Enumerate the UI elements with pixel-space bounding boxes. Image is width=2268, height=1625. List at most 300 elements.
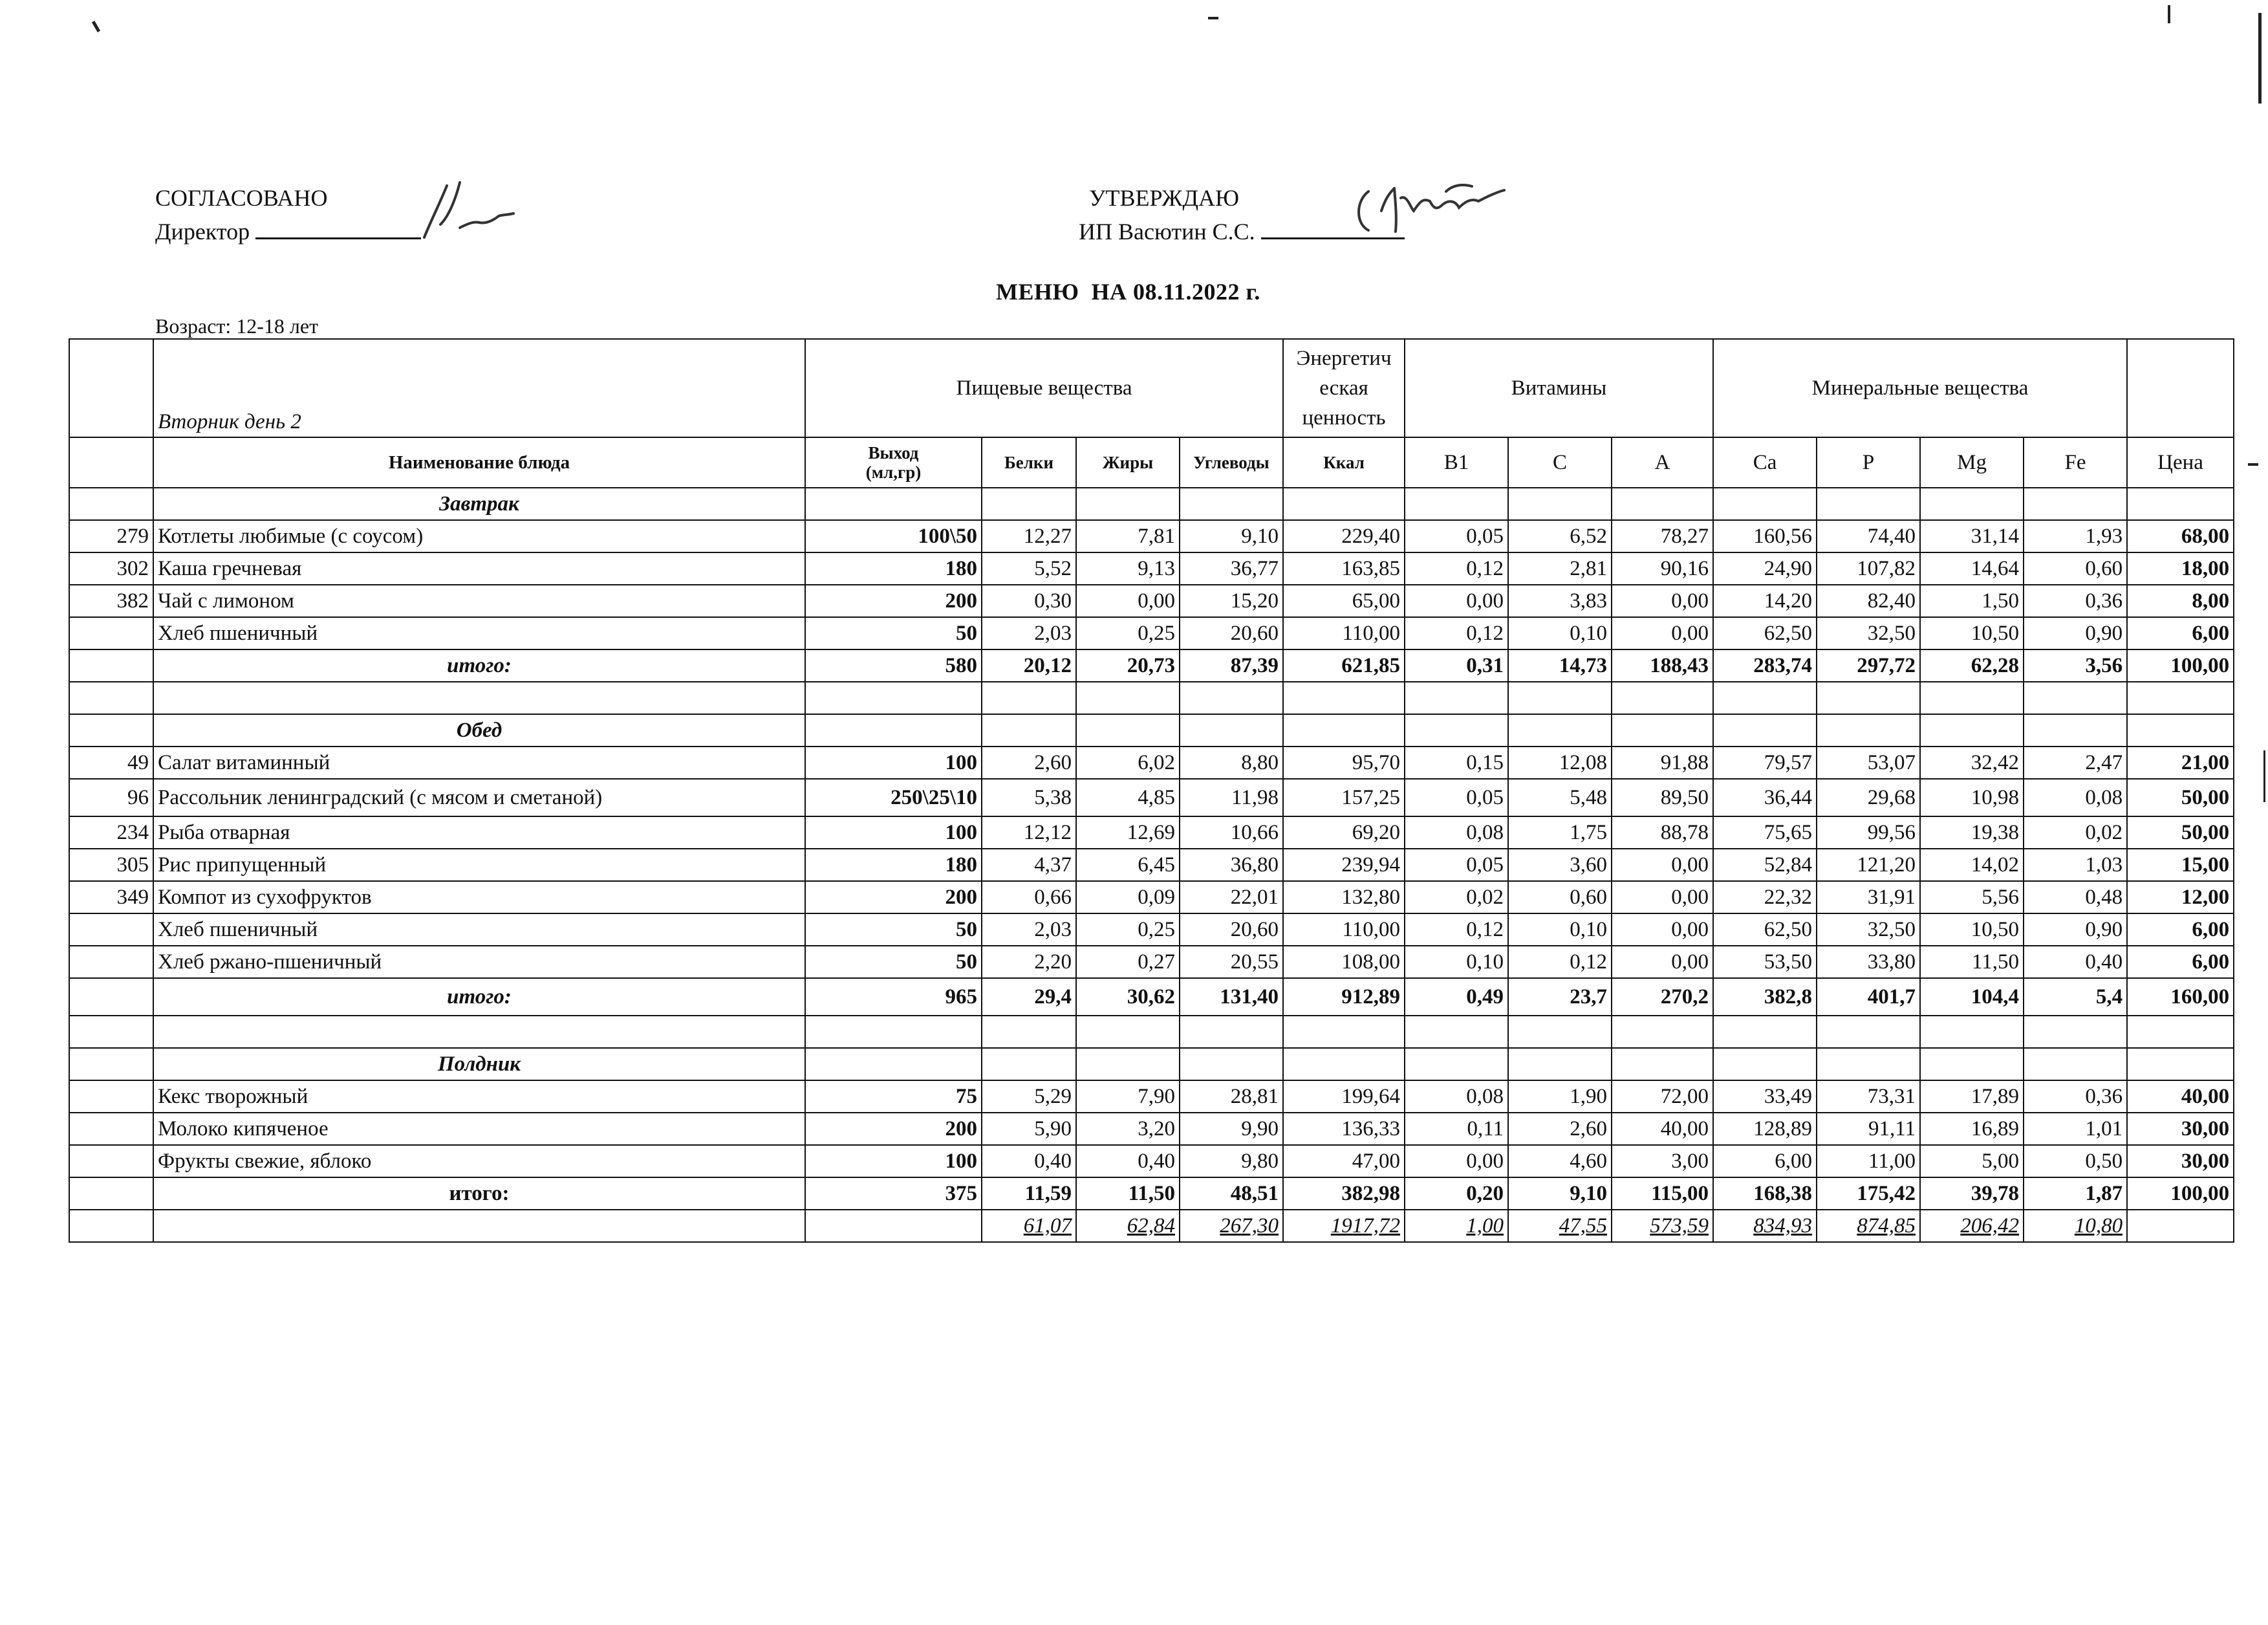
total-price: 100,00 xyxy=(2127,649,2234,682)
header-empty xyxy=(69,437,153,488)
cell-kcal: 65,00 xyxy=(1283,585,1405,617)
cell-c: 0,10 xyxy=(1508,617,1612,649)
col-a-header: A xyxy=(1612,437,1713,488)
total-b1: 0,31 xyxy=(1405,649,1508,682)
cell-fe: 1,03 xyxy=(2024,849,2127,881)
total-price: 100,00 xyxy=(2127,1177,2234,1210)
cell-kcal: 136,33 xyxy=(1283,1113,1405,1145)
cell-kcal: 108,00 xyxy=(1283,946,1405,978)
menu-table xyxy=(69,338,2234,1243)
cell-c: 0,10 xyxy=(1508,913,1612,946)
energy-line2: еская xyxy=(1319,376,1368,400)
cell-p: 99,56 xyxy=(1817,816,1920,849)
cell-empty xyxy=(69,978,153,1016)
cell-carbs: 20,55 xyxy=(1180,946,1283,978)
table-row xyxy=(69,552,2234,585)
cell-mg: 10,50 xyxy=(1920,617,2024,649)
grand-mg: 206,42 xyxy=(1920,1210,2024,1242)
cell-a: 3,00 xyxy=(1612,1145,1713,1177)
total-fat: 20,73 xyxy=(1076,649,1180,682)
cell-ca: 128,89 xyxy=(1713,1113,1817,1145)
cell-carbs: 22,01 xyxy=(1180,881,1283,913)
total-label: итого: xyxy=(153,649,805,682)
cell-a: 40,00 xyxy=(1612,1113,1713,1145)
cell-out: 180 xyxy=(805,552,982,585)
cell-a: 72,00 xyxy=(1612,1080,1713,1113)
cell-ca: 62,50 xyxy=(1713,913,1817,946)
cell-a: 0,00 xyxy=(1612,585,1713,617)
spacer-row xyxy=(69,1016,2234,1048)
cell-protein: 12,27 xyxy=(982,520,1076,552)
cell-kcal: 157,25 xyxy=(1283,779,1405,816)
table-row xyxy=(69,520,2234,552)
cell-c: 3,60 xyxy=(1508,849,1612,881)
cell-name: Молоко кипяченое xyxy=(153,1113,805,1145)
cell-price: 15,00 xyxy=(2127,849,2234,881)
total-carbs: 131,40 xyxy=(1180,978,1283,1016)
total-label: итого: xyxy=(153,1177,805,1210)
grand-total-row xyxy=(69,1210,2234,1242)
cell-carbs: 36,77 xyxy=(1180,552,1283,585)
cell-carbs: 9,90 xyxy=(1180,1113,1283,1145)
approver-signature xyxy=(1349,172,1517,243)
cell-code: 96 xyxy=(69,779,153,816)
col-mg-header: Mg xyxy=(1920,437,2024,488)
cell-fat: 0,25 xyxy=(1076,617,1180,649)
cell-kcal: 199,64 xyxy=(1283,1080,1405,1113)
cell-c: 1,75 xyxy=(1508,816,1612,849)
cell-a: 78,27 xyxy=(1612,520,1713,552)
nutrients-group-header: Пищевые вещества xyxy=(805,339,1283,437)
cell-code xyxy=(69,1080,153,1113)
cell-fe: 0,36 xyxy=(2024,585,2127,617)
scan-speck xyxy=(2168,5,2170,23)
cell-price: 40,00 xyxy=(2127,1080,2234,1113)
cell-c: 0,12 xyxy=(1508,946,1612,978)
cell-fat: 4,85 xyxy=(1076,779,1180,816)
total-c: 23,7 xyxy=(1508,978,1612,1016)
cell-p: 32,50 xyxy=(1817,617,1920,649)
cell-price: 18,00 xyxy=(2127,552,2234,585)
cell-p: 53,07 xyxy=(1817,747,1920,779)
col-protein-header: Белки xyxy=(982,437,1076,488)
table-row xyxy=(69,913,2234,946)
cell-protein: 5,38 xyxy=(982,779,1076,816)
cell-mg: 10,50 xyxy=(1920,913,2024,946)
table-row xyxy=(69,617,2234,649)
energy-line1: Энергетич xyxy=(1296,347,1392,370)
total-ca: 382,8 xyxy=(1713,978,1817,1016)
total-label: итого: xyxy=(153,978,805,1016)
cell-fe: 0,40 xyxy=(2024,946,2127,978)
cell-b1: 0,15 xyxy=(1405,747,1508,779)
snack-rows xyxy=(69,1080,2234,1177)
cell-fe: 0,08 xyxy=(2024,779,2127,816)
table-row xyxy=(69,1080,2234,1113)
total-row-snack xyxy=(69,1177,2234,1210)
cell-fat: 12,69 xyxy=(1076,816,1180,849)
cell-protein: 5,52 xyxy=(982,552,1076,585)
cell-code: 305 xyxy=(69,849,153,881)
grand-c: 47,55 xyxy=(1508,1210,1612,1242)
table-row xyxy=(69,849,2234,881)
cell-carbs: 20,60 xyxy=(1180,913,1283,946)
cell-name: Рыба отварная xyxy=(153,816,805,849)
col-fe-header: Fe xyxy=(2024,437,2127,488)
cell-mg: 5,00 xyxy=(1920,1145,2024,1177)
cell-protein: 2,03 xyxy=(982,913,1076,946)
cell-empty xyxy=(69,649,153,682)
cell-protein: 4,37 xyxy=(982,849,1076,881)
cell-b1: 0,00 xyxy=(1405,585,1508,617)
approval-right-label: УТВЕРЖДАЮ xyxy=(1089,185,1240,211)
cell-mg: 14,02 xyxy=(1920,849,2024,881)
approval-right-role: ИП Васютин С.С. xyxy=(1079,219,1255,245)
scan-speck xyxy=(1208,17,1218,19)
total-fat: 11,50 xyxy=(1076,1177,1180,1210)
total-fat: 30,62 xyxy=(1076,978,1180,1016)
cell-mg: 1,50 xyxy=(1920,585,2024,617)
cell-ca: 75,65 xyxy=(1713,816,1817,849)
cell-b1: 0,02 xyxy=(1405,881,1508,913)
cell-p: 74,40 xyxy=(1817,520,1920,552)
cell-empty xyxy=(69,488,153,520)
cell-c: 4,60 xyxy=(1508,1145,1612,1177)
cell-out: 200 xyxy=(805,585,982,617)
cell-out: 180 xyxy=(805,849,982,881)
cell-carbs: 28,81 xyxy=(1180,1080,1283,1113)
total-protein: 11,59 xyxy=(982,1177,1076,1210)
cell-a: 90,16 xyxy=(1612,552,1713,585)
cell-protein: 0,30 xyxy=(982,585,1076,617)
cell-ca: 62,50 xyxy=(1713,617,1817,649)
cell-b1: 0,08 xyxy=(1405,816,1508,849)
cell-c: 0,60 xyxy=(1508,881,1612,913)
cell-carbs: 36,80 xyxy=(1180,849,1283,881)
cell-name: Рис припущенный xyxy=(153,849,805,881)
cell-fat: 0,25 xyxy=(1076,913,1180,946)
col-p-header: P xyxy=(1817,437,1920,488)
grand-kcal: 1917,72 xyxy=(1283,1210,1405,1242)
total-protein: 29,4 xyxy=(982,978,1076,1016)
total-mg: 39,78 xyxy=(1920,1177,2024,1210)
cell-a: 0,00 xyxy=(1612,913,1713,946)
cell-carbs: 9,10 xyxy=(1180,520,1283,552)
section-breakfast: Завтрак xyxy=(153,488,805,520)
total-fe: 5,4 xyxy=(2024,978,2127,1016)
cell-name: Чай с лимоном xyxy=(153,585,805,617)
cell-mg: 17,89 xyxy=(1920,1080,2024,1113)
cell-price: 6,00 xyxy=(2127,913,2234,946)
table-row xyxy=(69,1113,2234,1145)
cell-kcal: 95,70 xyxy=(1283,747,1405,779)
total-p: 297,72 xyxy=(1817,649,1920,682)
lunch-rows xyxy=(69,747,2234,978)
cell-b1: 0,05 xyxy=(1405,779,1508,816)
cell-code: 302 xyxy=(69,552,153,585)
section-snack: Полдник xyxy=(153,1048,805,1080)
col-output-line2: (мл,гр) xyxy=(865,463,922,482)
approval-left-role: Директор xyxy=(155,219,250,245)
approval-left-role-line xyxy=(155,215,421,248)
cell-ca: 24,90 xyxy=(1713,552,1817,585)
cell-kcal: 163,85 xyxy=(1283,552,1405,585)
approval-left-label: СОГЛАСОВАНО xyxy=(155,185,328,211)
section-row-lunch xyxy=(69,714,2234,747)
header-empty xyxy=(2127,339,2234,437)
total-c: 9,10 xyxy=(1508,1177,1612,1210)
cell-p: 82,40 xyxy=(1817,585,1920,617)
total-kcal: 621,85 xyxy=(1283,649,1405,682)
total-carbs: 48,51 xyxy=(1180,1177,1283,1210)
cell-fe: 2,47 xyxy=(2024,747,2127,779)
cell-kcal: 47,00 xyxy=(1283,1145,1405,1177)
cell-p: 91,11 xyxy=(1817,1113,1920,1145)
cell-price: 12,00 xyxy=(2127,881,2234,913)
cell-code xyxy=(69,946,153,978)
cell-ca: 22,32 xyxy=(1713,881,1817,913)
cell-b1: 0,12 xyxy=(1405,617,1508,649)
col-output-line1: Выход xyxy=(868,443,919,463)
cell-price: 68,00 xyxy=(2127,520,2234,552)
total-b1: 0,20 xyxy=(1405,1177,1508,1210)
col-c-header: C xyxy=(1508,437,1612,488)
vitamins-group-header: Витамины xyxy=(1405,339,1713,437)
cell-carbs: 8,80 xyxy=(1180,747,1283,779)
cell-fe: 0,48 xyxy=(2024,881,2127,913)
energy-group-header xyxy=(1283,339,1405,437)
cell-mg: 10,98 xyxy=(1920,779,2024,816)
cell-code xyxy=(69,913,153,946)
cell-a: 0,00 xyxy=(1612,881,1713,913)
cell-code xyxy=(69,617,153,649)
cell-name: Котлеты любимые (с соусом) xyxy=(153,520,805,552)
total-row-lunch xyxy=(69,978,2234,1016)
cell-mg: 32,42 xyxy=(1920,747,2024,779)
total-row-breakfast xyxy=(69,649,2234,682)
cell-name: Рассольник ленинградский (с мясом и сметаной) xyxy=(153,779,805,816)
cell-protein: 12,12 xyxy=(982,816,1076,849)
cell-code: 349 xyxy=(69,881,153,913)
cell-a: 88,78 xyxy=(1612,816,1713,849)
grand-fat: 62,84 xyxy=(1076,1210,1180,1242)
cell-c: 2,81 xyxy=(1508,552,1612,585)
cell-ca: 6,00 xyxy=(1713,1145,1817,1177)
cell-fat: 0,09 xyxy=(1076,881,1180,913)
cell-c: 5,48 xyxy=(1508,779,1612,816)
total-ca: 168,38 xyxy=(1713,1177,1817,1210)
scan-speck xyxy=(92,21,100,32)
cell-c: 3,83 xyxy=(1508,585,1612,617)
approval-left xyxy=(155,181,421,248)
signature-line xyxy=(255,218,421,239)
grand-protein: 61,07 xyxy=(982,1210,1076,1242)
cell-fe: 0,02 xyxy=(2024,816,2127,849)
section-row-breakfast xyxy=(69,488,2234,520)
cell-mg: 14,64 xyxy=(1920,552,2024,585)
grand-b1: 1,00 xyxy=(1405,1210,1508,1242)
cell-fat: 6,45 xyxy=(1076,849,1180,881)
header-empty xyxy=(69,339,153,437)
table-row xyxy=(69,816,2234,849)
cell-out: 100 xyxy=(805,747,982,779)
cell-fat: 0,40 xyxy=(1076,1145,1180,1177)
cell-fat: 6,02 xyxy=(1076,747,1180,779)
cell-carbs: 11,98 xyxy=(1180,779,1283,816)
grand-p: 874,85 xyxy=(1817,1210,1920,1242)
cell-b1: 0,08 xyxy=(1405,1080,1508,1113)
cell-fat: 0,00 xyxy=(1076,585,1180,617)
cell-fat: 0,27 xyxy=(1076,946,1180,978)
cell-code: 279 xyxy=(69,520,153,552)
director-signature xyxy=(411,176,515,247)
cell-a: 91,88 xyxy=(1612,747,1713,779)
table-row xyxy=(69,946,2234,978)
cell-kcal: 110,00 xyxy=(1283,617,1405,649)
cell-b1: 0,00 xyxy=(1405,1145,1508,1177)
total-p: 401,7 xyxy=(1817,978,1920,1016)
cell-fat: 7,81 xyxy=(1076,520,1180,552)
cell-name: Каша гречневая xyxy=(153,552,805,585)
cell-code: 234 xyxy=(69,816,153,849)
cell-ca: 52,84 xyxy=(1713,849,1817,881)
total-kcal: 382,98 xyxy=(1283,1177,1405,1210)
cell-a: 0,00 xyxy=(1612,617,1713,649)
cell-fe: 0,90 xyxy=(2024,913,2127,946)
scan-speck xyxy=(2263,750,2265,802)
cell-protein: 2,60 xyxy=(982,747,1076,779)
cell-carbs: 10,66 xyxy=(1180,816,1283,849)
section-row-snack xyxy=(69,1048,2234,1080)
cell-kcal: 110,00 xyxy=(1283,913,1405,946)
cell-out: 100\50 xyxy=(805,520,982,552)
page-title: МЕНЮ НА 08.11.2022 г. xyxy=(996,279,1260,305)
col-b1-header: B1 xyxy=(1405,437,1508,488)
table-row xyxy=(69,779,2234,816)
cell-price: 6,00 xyxy=(2127,946,2234,978)
cell-c: 6,52 xyxy=(1508,520,1612,552)
col-price-header: Цена xyxy=(2127,437,2234,488)
cell-ca: 33,49 xyxy=(1713,1080,1817,1113)
cell-mg: 31,14 xyxy=(1920,520,2024,552)
cell-fat: 9,13 xyxy=(1076,552,1180,585)
grand-fe: 10,80 xyxy=(2024,1210,2127,1242)
cell-out: 200 xyxy=(805,881,982,913)
cell-p: 31,91 xyxy=(1817,881,1920,913)
cell-fat: 3,20 xyxy=(1076,1113,1180,1145)
cell-price: 8,00 xyxy=(2127,585,2234,617)
total-price: 160,00 xyxy=(2127,978,2234,1016)
cell-code: 49 xyxy=(69,747,153,779)
cell-empty xyxy=(69,1048,153,1080)
cell-name: Фрукты свежие, яблоко xyxy=(153,1145,805,1177)
cell-ca: 14,20 xyxy=(1713,585,1817,617)
total-fe: 3,56 xyxy=(2024,649,2127,682)
cell-out: 50 xyxy=(805,946,982,978)
cell-fat: 7,90 xyxy=(1076,1080,1180,1113)
cell-carbs: 20,60 xyxy=(1180,617,1283,649)
cell-b1: 0,11 xyxy=(1405,1113,1508,1145)
total-carbs: 87,39 xyxy=(1180,649,1283,682)
age-label: Возраст: 12-18 лет xyxy=(155,314,319,338)
total-b1: 0,49 xyxy=(1405,978,1508,1016)
col-fat-header: Жиры xyxy=(1076,437,1180,488)
cell-code xyxy=(69,1113,153,1145)
cell-protein: 0,66 xyxy=(982,881,1076,913)
col-kcal-header: Ккал xyxy=(1283,437,1405,488)
cell-empty xyxy=(69,714,153,747)
cell-p: 33,80 xyxy=(1817,946,1920,978)
scan-speck xyxy=(2258,13,2262,104)
cell-price: 6,00 xyxy=(2127,617,2234,649)
cell-ca: 36,44 xyxy=(1713,779,1817,816)
cell-price: 21,00 xyxy=(2127,747,2234,779)
total-mg: 104,4 xyxy=(1920,978,2024,1016)
cell-price: 50,00 xyxy=(2127,779,2234,816)
cell-p: 73,31 xyxy=(1817,1080,1920,1113)
cell-b1: 0,12 xyxy=(1405,552,1508,585)
cell-ca: 79,57 xyxy=(1713,747,1817,779)
cell-name: Компот из сухофруктов xyxy=(153,881,805,913)
spacer-row xyxy=(69,682,2234,714)
cell-c: 12,08 xyxy=(1508,747,1612,779)
cell-out: 50 xyxy=(805,913,982,946)
cell-empty xyxy=(69,1177,153,1210)
cell-ca: 53,50 xyxy=(1713,946,1817,978)
total-a: 270,2 xyxy=(1612,978,1713,1016)
table-row xyxy=(69,747,2234,779)
cell-name: Салат витаминный xyxy=(153,747,805,779)
minerals-group-header: Минеральные вещества xyxy=(1713,339,2127,437)
table-row xyxy=(69,585,2234,617)
col-output-header xyxy=(805,437,982,488)
cell-out: 250\25\10 xyxy=(805,779,982,816)
cell-out: 200 xyxy=(805,1113,982,1145)
header-row-groups xyxy=(69,339,2234,437)
cell-b1: 0,12 xyxy=(1405,913,1508,946)
grand-carbs: 267,30 xyxy=(1180,1210,1283,1242)
cell-p: 107,82 xyxy=(1817,552,1920,585)
cell-p: 11,00 xyxy=(1817,1145,1920,1177)
table-row xyxy=(69,881,2234,913)
cell-p: 32,50 xyxy=(1817,913,1920,946)
cell-out: 50 xyxy=(805,617,982,649)
cell-b1: 0,05 xyxy=(1405,849,1508,881)
cell-protein: 2,20 xyxy=(982,946,1076,978)
total-a: 188,43 xyxy=(1612,649,1713,682)
total-ca: 283,74 xyxy=(1713,649,1817,682)
cell-protein: 5,90 xyxy=(982,1113,1076,1145)
cell-fe: 0,36 xyxy=(2024,1080,2127,1113)
cell-mg: 5,56 xyxy=(1920,881,2024,913)
cell-a: 0,00 xyxy=(1612,946,1713,978)
total-kcal: 912,89 xyxy=(1283,978,1405,1016)
cell-name: Хлеб ржано-пшеничный xyxy=(153,946,805,978)
cell-fe: 0,60 xyxy=(2024,552,2127,585)
col-ca-header: Ca xyxy=(1713,437,1817,488)
scan-speck xyxy=(2248,463,2258,466)
col-carbs-header: Углеводы xyxy=(1180,437,1283,488)
cell-fe: 0,90 xyxy=(2024,617,2127,649)
cell-price: 50,00 xyxy=(2127,816,2234,849)
total-protein: 20,12 xyxy=(982,649,1076,682)
total-p: 175,42 xyxy=(1817,1177,1920,1210)
cell-p: 121,20 xyxy=(1817,849,1920,881)
cell-c: 2,60 xyxy=(1508,1113,1612,1145)
cell-kcal: 132,80 xyxy=(1283,881,1405,913)
col-name-header: Наименование блюда xyxy=(153,437,805,488)
cell-fe: 0,50 xyxy=(2024,1145,2127,1177)
